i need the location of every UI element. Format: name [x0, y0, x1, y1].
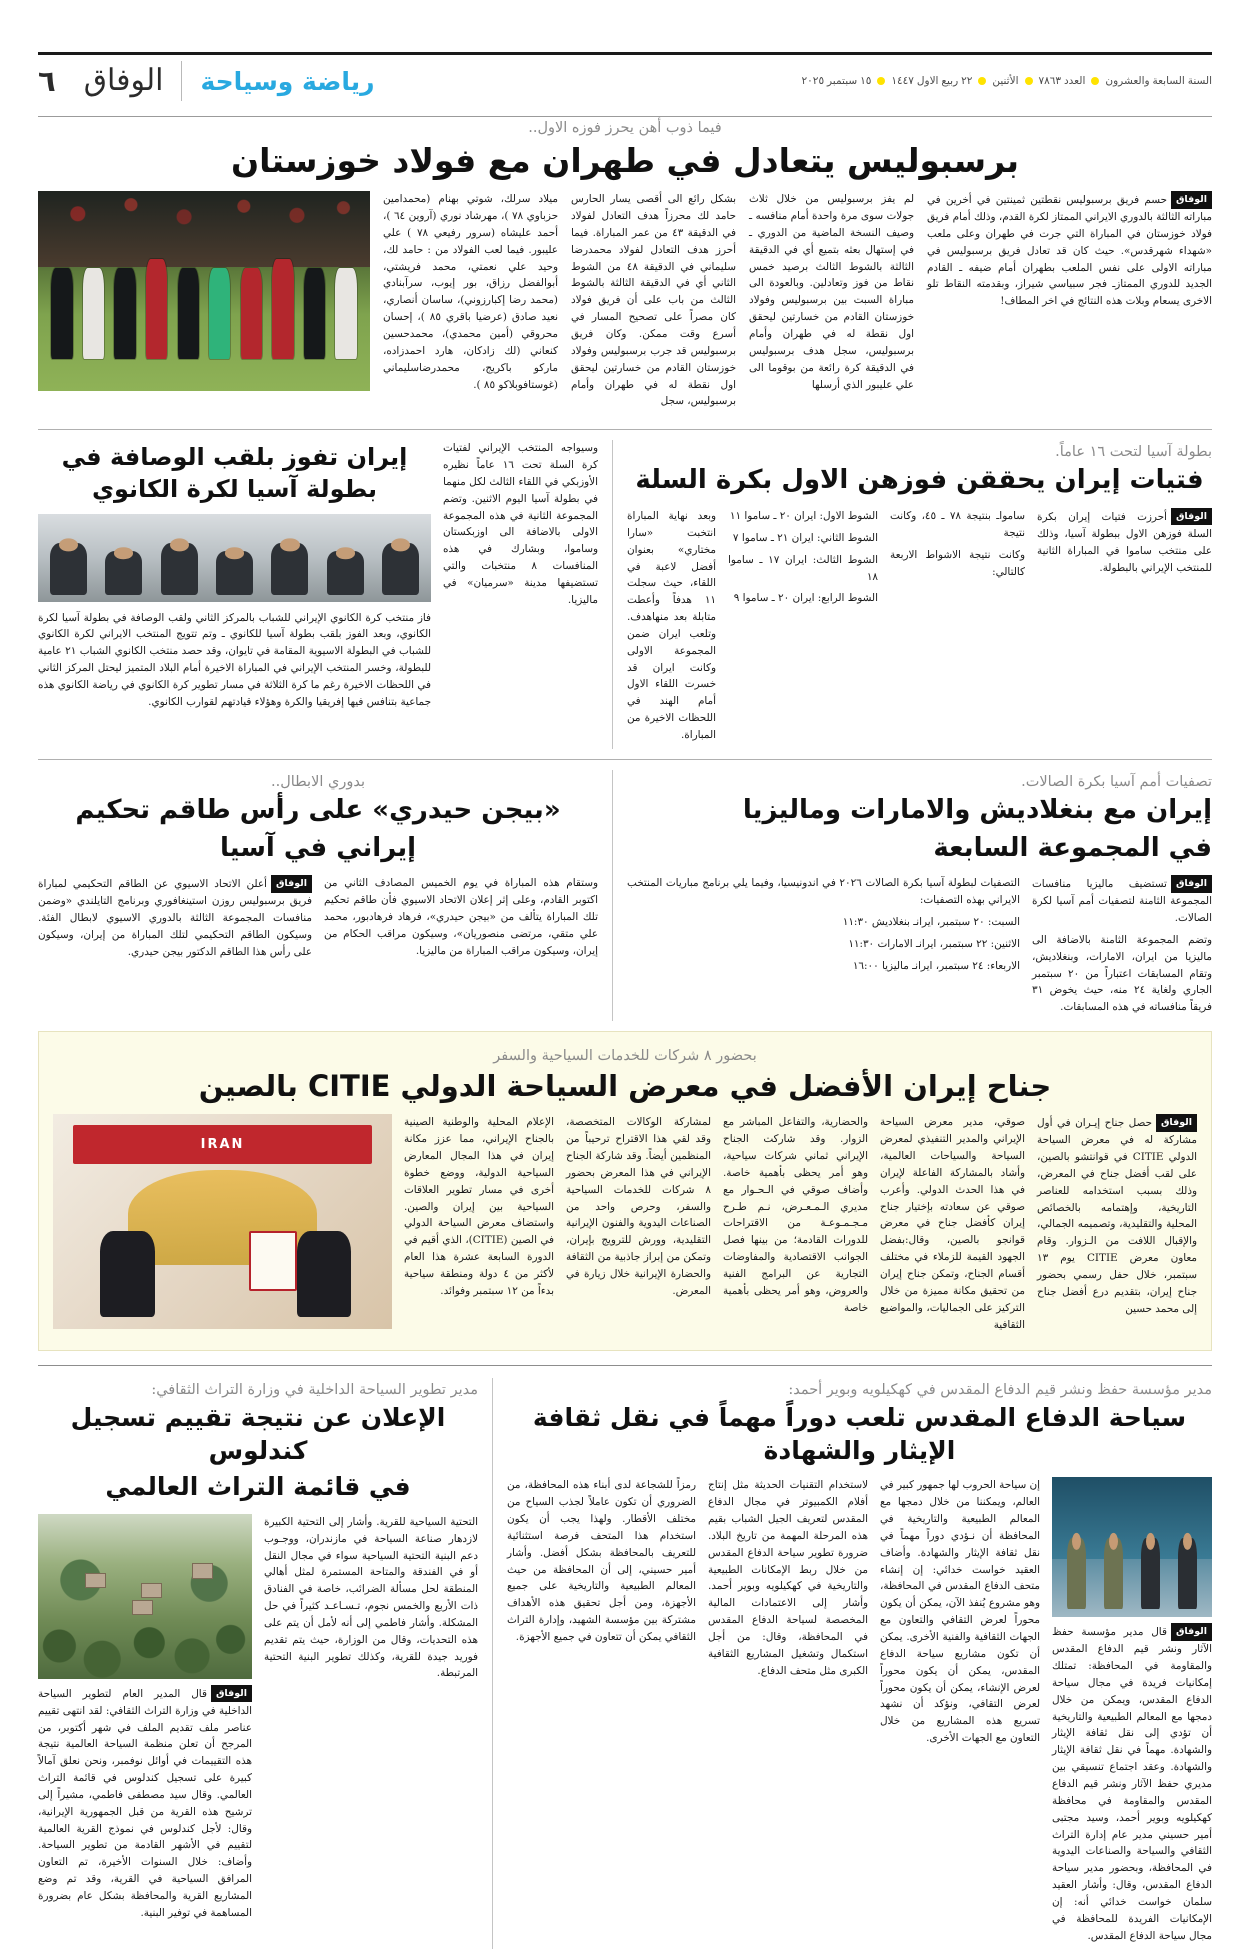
- defense-col2-text: إن سياحة الحروب لها جمهور كبير في العالم، ويمكننا من خلال دمجها مع المعالم الطبيعية والتاريخية في المحافظة أن نـؤدي دوراً مهماً في نقل ثقافة الإيثار والشهادة. وأضاف العقيد خواست خدائي: إن إنشاء متحف الدفاع المقدس في المحافظة، وهو مشروع يُنفذ الآن، يمكن أن يكون محوراً لعرض التقافي والتعاون مع الجهات الثقافية والفنية الأخرى. يمكن أن تكون مشاريع سياحة الدفاع المقدس، يمكن أن يكون محوراً لعرض الإنشاء، يمكن أن يكون محوراً لعرض التقافي، ونؤكد أن نشهد تسريع هذه المشاريع من خلال التعاون مع الجهات الأخرى.: [880, 1479, 1040, 1745]
- citie-col4-text: لمشاركة الوكالات المتخصصة، وقد لقي هذا الاقتراح ترحيباً من المنظمين أيضاً. وقد شاركة الجناح الإيراني في هذا المعرض بحضور ٨ شركات للخدمات السياحية والسفر، وحرص واحد من الصناعات اليدوية والفنون الإيرانية التقليدية، وورش للترويج بإيران، وتمكن من إبراز جاذبية من الثقافة والحضارة الإيرانية خلال زيارة في المعرض.: [566, 1116, 711, 1297]
- futsal-body-text: التصفيات لبطولة آسيا بكرة الصالات ٢٠٢٦ في اندونيسيا، وفيما يلي برنامج مباريات المنتخب الايراني بهذه التصفيات:: [627, 877, 1020, 907]
- persepolis-foolad-lineup-photo: [38, 191, 370, 391]
- heidari-kicker: بدوري الابطال..: [270, 773, 365, 790]
- defense-article: [493, 1378, 1212, 1949]
- athlete-figure: [327, 551, 364, 594]
- column-divider: [612, 770, 613, 1021]
- masthead-issue-info: [802, 75, 1212, 87]
- village-house: [85, 1573, 106, 1588]
- quarter-score-4: الشوط الرابع: ايران ٢٠ ـ ساموا ٩: [733, 592, 878, 605]
- futsal-headline-line2: في المجموعة السابعة: [933, 832, 1212, 863]
- canoe-article: [38, 440, 612, 749]
- heidari-headline-line2: إيراني في آسيا: [219, 832, 417, 863]
- basketball-intro-text: أحرزت فتيات إيران بكرة السلة فوزهن الاول ببطولة آسيا، وذلك على منتخب ساموا في المباراة الثانية للمنتخب الإيراني بالبطولة.: [1037, 511, 1212, 574]
- issue-hijri-date: ٢٢ ربيع الاول ١٤٤٧: [891, 75, 973, 87]
- award-certificate: [249, 1231, 297, 1291]
- athlete-figure: [382, 543, 419, 595]
- citie-col5-text: الإعلام المحلية والوطنية الصينية بالجناح الإيراني، مما عزز مكانة إيران في هذا المجال المعارض السياحية الدولية، ووضع خطوة أخرى في مسار تطوير العلاقات السياحية بين إيران والصين. واستضاف معرض السياحة الدولي في الصين (CITIE)، الذي أقيم في الدورة السابعة عشرة هذا العام لأكثر من ٤ دولة ومنطقة سياحية بدءاً من ١٢ سبتمبر وفوائد.: [404, 1116, 554, 1297]
- citie-col1-text: حصل جناح إيـران في أول مشاركة له في معرض السياحة الدولي CITIE في قوانتشو بالصين، على لقب أفضل جناح في المعرض، وذلك بسبب استخدامه للعناصر التاريخية، وإهتمامه بالخصائص المحلية والتقليدية، وتصميمه الجمالي، والإقبال اللافت من الـزوار. وقام معاون معرض CITIE يوم ١٣ سبتمبر، خلال حفل رسمي بحضور جناح إيران، بتقديم درع أفضل جناح إلى محمد حسين: [1037, 1117, 1198, 1315]
- page-number: ٦: [38, 64, 56, 98]
- defense-col-2: [880, 1477, 1040, 1949]
- futsal-col-intro: [1032, 875, 1212, 1021]
- section-rule: [38, 1365, 1212, 1366]
- heritage-col1-text: التحتية السياحية للقرية. وأشار إلى التحتية الكبيرة لازدهار صناعة السياحة في مازندران، ووجـوب دعم البنية التحتية السياحية سواء في مجال النقل أو في الفندقة والمتاحة المستمرة لمثل أهالي المنطقة لحل مسألة الضرائب، خاصة في الفنادق ذات الأربع والخمس نجوم، تـسـاعـد كثيراً في حل المشكلة. وأشار فاطمي إلى أنه لأمل أن يتم على هذه التحديات، وقال من الوزارة، حيث يتم تقديم فوريد جيدة للقرية، وكذلك تطوير البنية التحتية المرتبطة.: [264, 1515, 478, 1680]
- futsal-kicker: تصفيات أمم آسيا بكرة الصالات.: [1021, 773, 1212, 790]
- row-heidari-futsal: [38, 770, 1212, 1021]
- quarter-score-1: الشوط الاول: ايران ٢٠ ـ ساموا ١١: [729, 510, 878, 523]
- citie-photo-wrap: [53, 1114, 392, 1338]
- futsal-col-fixtures: [627, 875, 1020, 1021]
- athlete-figure: [105, 551, 142, 594]
- masthead-brand-block: [38, 61, 393, 101]
- heritage-headline-line1: الإعلان عن نتيجة تقييم تسجيل كندلوس: [70, 1403, 446, 1465]
- lead-text-col-1: [927, 191, 1212, 415]
- citie-col-1: [1037, 1114, 1197, 1338]
- village-house: [141, 1583, 162, 1598]
- heritage-kicker: مدير تطوير السياحة الداخلية في وزارة التراث الثقافي:: [151, 1382, 478, 1399]
- heritage-col-1: [264, 1514, 478, 1927]
- player-figure: [114, 268, 135, 360]
- lead-text-col-2: [749, 191, 914, 415]
- section-rule: [38, 429, 1212, 430]
- byline-badge: الوفاق: [1156, 1114, 1197, 1131]
- quarter-score-3: الشوط الثالث: ايران ١٧ ـ ساموا ١٨: [728, 553, 878, 583]
- goalkeeper-figure: [209, 268, 230, 360]
- bullet-dot-icon: [1025, 77, 1033, 85]
- byline-badge: الوفاق: [1171, 508, 1212, 525]
- basketball-col-final: [890, 508, 1025, 749]
- lead-kicker: فيما ذوب أهن يحرز فوزه الاول..: [528, 120, 722, 136]
- basketball-col-a-text: وبعد نهاية المباراة انتخبت «سارا مختاري» بعنوان أفضل لاعبة في اللقاء، حيث سجلت ١١ هدفاً وأعطت متابلة بعد منهاهدف. وتلعب ايران ضمن المجموعة الاولى وكانت ايران قد خسرت اللقاء الاول أمام الهند في اللحظات الاخيرة من المباراة.: [627, 510, 716, 741]
- citie-article: [38, 1031, 1212, 1351]
- heritage-headline-line2: في قائمة التراث العالمي: [105, 1472, 411, 1502]
- futsal-fixture-1: السبت: ٢٠ سبتمبر، ايرانـ بنغلاديش ١١:٣٠: [842, 916, 1020, 929]
- athlete-figure: [216, 551, 253, 594]
- iran-pavilion-banner: [73, 1125, 371, 1164]
- lead-text-col-3: [571, 191, 736, 415]
- military-officer-figure: [1104, 1538, 1123, 1609]
- column-divider: [492, 1378, 493, 1949]
- heidari-col-a-text: وستقام هذه المباراة في يوم الخميس المصادف الثاني من اكتوبر القادم، وعلى إثر إعلان الاتحاد الاسيوي فأن طاقم تحكيم تلك المباراة يتألف من «بيجن حيدري»، فرهاد فرهادبور، محمد علي متقي، مرتضى منصوريان»، وسيكون مراقب الحكام من إيران، وسيكون مراقب المباراة من ماليزيا.: [324, 877, 598, 957]
- official-figure: [1178, 1538, 1197, 1609]
- bullet-dot-icon: [978, 77, 986, 85]
- village-house: [192, 1563, 213, 1578]
- award-presenter-figure: [100, 1231, 154, 1317]
- lead-col3-text: بشكل رائع الى أقصى يسار الحارس حامد لك محرزاً هدف التعادل لفولاد في الدقيقة ٤٣ من عمر المباراة. فيما أحرز هدف التعادل لفولاد محمدرضا سليماني في الدقيقة ٤٨ من الشوط الثاني أي في الدقيقة الثالثة بالشوط الثالث من باب على أن فريق فولاد كان مصراً على تصحيح المسار في أسرع وقت ممكن. وكان فريق برسبوليس قد جرب برسبوليس وفولاد خوزستان القادم من خسارتين ليحقق اول نقطة له في طهران وأمام برسبوليس، سجل: [571, 193, 736, 408]
- village-house: [132, 1600, 153, 1615]
- basketball-scores-title: وكانت نتيجة الاشواط الاربعة كالتالي:: [890, 548, 1025, 578]
- heidari-col-b-text: أعلن الاتحاد الاسيوي عن الطاقم التحكيمي لمباراة فريق برسبوليس روزن استينغافوري وبرنامج التايلندي «وضمن منافسات المجموعة الثالثة بالدوري الاسيوي لابطال الفئة. وسيكون الطاقم التحكيمي لتلك المباراة من إيران، وسيكون على رأس هذا الطاقم الدكتور بيجن حيدري.: [38, 878, 312, 958]
- section-title: رياضة وسياحة: [200, 66, 375, 96]
- futsal-fixture-3: الاربعاء: ٢٤ سبتمبر، ايرانـ ماليزيا ١٦:٠٠: [852, 959, 1020, 972]
- basketball-final-score: سامواـ بنتيجة ٧٨ ـ ٤٥، وكانت نتيجة: [890, 510, 1025, 539]
- citie-col-5: [404, 1114, 554, 1338]
- player-figure: [51, 268, 72, 360]
- futsal-tail-text: وتضم المجموعة الثامنة بالاضافة الى ماليزيا من ايران، الامارات، وبنغلاديش، وتقام المسابقات اعتباراً من ٢٠ سبتمبر الجاري ولغاية ٢٤ منه، حيث يخوض ٣١ فريقاً منافساته في هذه المسابقات.: [1032, 933, 1212, 1014]
- basketball-col-b-text: وسيواجه المنتخب الإيراني لفتيات كرة السلة تحت ١٦ عاماً نظيره الأوزبكي في اللقاء الثالث لكل منهما في بطولة آسيا اليوم الاثنين. وتضم المجموعة الثانية في هذه المجموعة الاولى بالاضافة الى اوزبكستان وساموا، وبشارك في هذه المنافسات ٨ منتخبات والتي تستضيفها مدينة «سرميان» في ماليزيا.: [443, 442, 598, 606]
- canoe-team-row: [50, 531, 419, 594]
- athlete-figure: [161, 543, 198, 595]
- futsal-article: [613, 770, 1212, 1021]
- futsal-intro-text: تستضيف ماليزيا منافسات المجموعة الثامنة لتصفيات أمم آسيا لكرة الصالات.: [1032, 878, 1212, 925]
- masthead-top-rule: [38, 52, 1212, 55]
- canoe-main: [38, 440, 431, 715]
- citie-col3-text: والحضارية، والتفاعل المباشر مع الزوار. وقد شاركت الجناح الإيراني ثماني شركات سياحية، وهو أمر يحظى بأهمية خاصة. وأضاف صوقي في الـحـوار مع مديري الـمـعـرض، نـم طـرح مـجـمـوعـة من الاقتراحات للدورات القادمة؛ من بينها فصل الجوانب الاقتصادية والمفاوضات التجارية عن البرامج الفنية والعروض، وهو أمر يحظى بأهمية خاصة: [723, 1116, 868, 1314]
- athlete-figure: [50, 543, 87, 595]
- kandelous-village-photo: [38, 1514, 252, 1679]
- defense-col4-text: رمزاً للشجاعة لدى أبناء هذه المحافظة، من الضروري أن تكون عاملاً لجذب السياح من مختلف الأقطار. ولهذا يجب أن يكون استخدام هذا المتحف فرصة استثنائية للتعريف بالمحافظة بشكل أفضل. وأشار أمير حسيني، إلى أن المحافظة من حيث المعالم الطبيعية والتاريخية على جميع الأجهزة، ومن أجل تحقيق هذه الأهداف مشتركة بين مؤسسة الشهيد، وإدارة التراث الثقافي يمكن أن تتعاون في جميع الأجهزة.: [507, 1479, 696, 1643]
- athlete-figure: [271, 543, 308, 595]
- byline-badge: الوفاق: [271, 875, 312, 892]
- lead-photo-wrap: [38, 191, 370, 415]
- player-figure: [146, 259, 167, 359]
- heritage-col-2: [38, 1514, 252, 1927]
- section-rule: [38, 759, 1212, 760]
- citie-expo-award-photo: [53, 1114, 392, 1329]
- basketball-col-a: [627, 508, 716, 749]
- byline-badge: الوفاق: [211, 1685, 252, 1702]
- defense-headline: سياحة الدفاع المقدس تلعب دوراً مهماً في نقل ثقافة الإيثار والشهادة: [532, 1403, 1187, 1465]
- heritage-article: [38, 1378, 492, 1949]
- citie-col2-text: صوقي، مدير معرض السياحة الإيراني والمدير التنفيذي لمعرض السياحة والسياحات العالمية، وأشاد بالمشاركة الفاعلة لإيران في هذا الحدث الدولي. وأعرب صوقي عن سعادته بإختيار جناح إيران كأفضل جناح في معرض قوانجو بالصين، وقال:بفضل الجهود القيمة للزملاء في مختلف أقسام الجناح، وتمكن جناح إيران من تحقيق مكانة مميزة من خلال التركيز على الجماليات، والمواضيع الثقافية: [880, 1116, 1025, 1331]
- citie-col-3: [723, 1114, 868, 1338]
- heidari-article: [38, 770, 612, 1021]
- row-canoe-basketball: [38, 440, 1212, 749]
- player-figure: [272, 259, 293, 359]
- heritage-col2-text: قال المدير العام لتطوير السياحة الداخلية في وزارة التراث الثقافي: لقد انتهى تقييم عناصر ملف تقديم الملف في شهر أكتوبر، من المرجح أن تعلن منظمة السياحة العالمية نتيجة هذه التقييمات في أوائل نوفمبر، ونحن نعلق آمالاً كبيرة على تسجيل كندلوس في قائمة التراث العالمي. وقال سيد مصطفى فاطمي، مشيراً إلى ترشيح هذه القرية من قبل الجمهورية الإيرانية، وقال: لأجل كندلوس في نموذج القرية العالمية لتقييم في الأشهر القادمة من تطوير السياحة. وأضاف: خلال السنوات الأخيرة، تم التعاون المرافق السياحية في القرية، وقد تم وضع المشاريع القرية والمحافظة بشكل عام بضرورة المساهمة في توفير البنية.: [38, 1687, 252, 1919]
- byline-badge: الوفاق: [1171, 1623, 1212, 1640]
- defense-col-1: [1052, 1477, 1212, 1949]
- citie-kicker: بحضور ٨ شركات للخدمات السياحية والسفر: [493, 1048, 757, 1065]
- players-lineup: [51, 255, 356, 359]
- heidari-col-a: [324, 875, 598, 965]
- canoe-headline: إيران تفوز بلقب الوصافة في بطولة آسيا لكرة الكانوي: [61, 443, 408, 503]
- defense-col-4: [507, 1477, 696, 1949]
- byline-badge: الوفاق: [1171, 191, 1212, 208]
- citie-headline: جناح إيران الأفضل في معرض السياحة الدولي CITIE بالصين: [198, 1069, 1052, 1104]
- basketball-kicker: بطولة آسيا لتحت ١٦ عاماً.: [1055, 444, 1212, 461]
- player-figure: [178, 268, 199, 360]
- lead-col1-text: حسم فريق برسبوليس نقطتين ثمينتين في أخرين في مباراته الثالثة بالدوري الايراني الممتاز لكرة القدم، وذلك أمام فريق فولاد خوزستان في المباراة التي جرت في طهران وعلى ملعب «شهداء شهرقدس». حيث كان قد تعادل فريق برسبوليس في مباراته الاولى على نفس الملعب بطهران أمام ضيفه ـ القادم الجديد للدوري الممتازـ فجر سبياسي شيراز، وبقدمته النقاط تلو الاخرى يسعام وبلات هذه النتائج في اخر المطاف!: [927, 194, 1212, 308]
- canoe-team-photo: [38, 514, 431, 602]
- masthead: [38, 0, 1212, 98]
- defense-kicker: مدير مؤسسة حفظ ونشر قيم الدفاع المقدس في كهكيلويه وبوير أحمد:: [788, 1382, 1212, 1399]
- heidari-headline-line1: «بيجن حيدري» على رأس طاقم تحكيم: [75, 794, 561, 825]
- defense-col1-text: قال مدير مؤسسة حفظ الآثار ونشر قيم الدفاع المقدس والمقاومة في المحافظة: تمتلك إمكانيات فريدة في مجال سياحة الدفاع المقدس، ويمكن من خلال دمجها مع المعالم الطبيعية والتاريخية أن تؤدي إلى نقل ثقافة الإيثار والشهادة. مهماً في نقل ثقافة الإيثار والشهادة. وعقد اجتماع تنسيقي بين مديري حفظ الآثار ونشر قيم الدفاع المقدس والمقاومة في محافظة كهكيلويه وبوير أحمد، وسيد مجتبى أمير حسيني مدير عام إدارة التراث الثقافي والسياحة والصناعات اليدوية في المحافظة، وبحضور مدير سياحة الدفاع المقدس، وقال: وأشار العقيد سلمان خواست خدائي أنه: إن الإمكانيات الفريدة للمحافظة في مجال سياحة الدفاع المقدس.: [1052, 1626, 1212, 1942]
- futsal-headline-line1: إيران مع بنغلاديش والامارات وماليزيا: [742, 794, 1212, 825]
- player-figure: [241, 268, 262, 360]
- lead-col4-text: ميلاد سرلك، شوتي بهنام (محمدامين حزباوي ٧٨ )، مهرشاد نوري (آروين ٦٤ )، أحمد عليشاه (سرور رفيعي ٧٨ ) علي عليبور. فيما لعب الفولاد من : حامد لك، وحيد علي نعمتي، محمد فريشتي، أبوالفضل رزاق، بور إيوب، سرآبنادي (محمد رضا إكبارزوني)، ساسان أنصاري، نعيد صادق (عرضيا باقري ٨٥ )، إحسان محروقي (أمين محمدي)، محمدحسين كنعاني (لك زادكان، هارد احمدزاده، مارکو باكريج، محمدرضاسليماني (غوستافوبلاكو ٨٥ ).: [383, 193, 559, 391]
- lead-headline: برسبوليس يتعادل في طهران مع فولاد خوزستان: [230, 141, 1020, 180]
- defense-col3-text: لاستخدام التقنيات الحديثة مثل إنتاج أفلام الكمبيوتر في مجال الدفاع المقدس لتعريف الجيل الشباب بقيم هذه المرحلة المهمة من تاريخ البلاد. ضرورة تطوير سياحة الدفاع المقدس من خلال ربط الإمكانات الطبيعية والتاريخية في كهكيلويه وبوير أحمد. وأشار إلى الاعتمادات المالية المخصصة لسياحة الدفاع المقدس في المحافظة، وقال: من أجل استكمال وتشغيل المشاريع الثقافية الكبرى مثل متحف الدفاع.: [708, 1479, 868, 1677]
- defense-officials-meeting-photo: [1052, 1477, 1212, 1617]
- masthead-divider: [181, 61, 182, 101]
- officials-group: [1058, 1522, 1205, 1609]
- basketball-headline: فتيات إيران يحققن فوزهن الاول بكرة السلة: [635, 465, 1204, 496]
- lead-col2-text: لم يفز برسبوليس من خلال ثلاث جولات سوى مرة واحدة أمام منافسه ـ وصيف النسخة الماضية من الدوري ـ في إستهال بعثه بتميع أي في الدقيقة الثالثة بالشوط الثالث برصيد خمس نقاط من فوز وتعادلين. وبالعودة الى مباراة السبت بين برسبوليس وفولاد خوزستان القادم من خسارتين ليحقق اول نقطة له في طهران وأمام برسبوليس، سجل هدف برسبوليس في الدقيقة كرة رائعة من بوقوما الى علي عليبور الذي أرسلها: [749, 193, 914, 391]
- bullet-dot-icon: [877, 77, 885, 85]
- row-heritage-defense: [38, 1378, 1212, 1949]
- citie-col-4: [566, 1114, 711, 1338]
- bullet-dot-icon: [1091, 77, 1099, 85]
- newspaper-brand: الوفاق: [83, 63, 164, 98]
- quarter-score-2: الشوط الثاني: ايران ٢١ ـ ساموا ٧: [732, 531, 878, 544]
- column-divider: [612, 440, 613, 749]
- futsal-fixture-2: الاثنين: ٢٢ سبتمبر، ايرانـ الامارات ١١:٣٠: [848, 937, 1020, 950]
- lead-article: [38, 120, 1212, 415]
- player-figure: [304, 268, 325, 360]
- player-figure: [83, 268, 104, 360]
- heidari-col-b: [38, 875, 312, 965]
- military-officer-figure: [1067, 1538, 1086, 1609]
- byline-badge: الوفاق: [1171, 875, 1212, 892]
- issue-gregorian-date: ١٥ سبتمبر ٢٠٢٥: [801, 75, 872, 87]
- award-recipient-figure: [297, 1231, 351, 1317]
- basketball-col-intro: [1037, 508, 1212, 749]
- masthead-bottom-rule: [38, 116, 1212, 117]
- issue-number: العدد ٧٨٦٣: [1038, 75, 1086, 87]
- canoe-col-b: [443, 440, 598, 715]
- canoe-body-text: فاز منتخب كرة الكانوي الإيراني للشباب بالمركز الثاني ولقب الوصافة في بطولة آسيا لكرة الكانوي، وبعد الفوز بلقب بطولة آسيا للكانوي ـ وتم تتويج المنتخب الايراني لكرة الكانوي للشباب في البطولة الاسيوية المقامة في تايوان، وقد حصد منتخب الكانوي الشباب ٢١ عامية للبطولة، وخسر المنتخب الإيراني في المباراة الاخيرة أمام البلاد المتميز ليحتل المركز الثاني في اللحظات الاخيرة رغم ما كرة الثلاثة في مسار تطوير كرة الكانوي في رياضة الكانوي هذه جماعية بتنافس فيها إفريقيا والكرة وهؤلاء قيادتهم لقوارب الكانوي.: [38, 611, 431, 708]
- basketball-article: [613, 440, 1212, 749]
- issue-weekday: الأثنين: [992, 75, 1019, 87]
- citie-col-2: [880, 1114, 1025, 1338]
- official-figure: [1141, 1538, 1160, 1609]
- issue-year: السنة السابعة والعشرون: [1105, 75, 1212, 87]
- player-figure: [335, 268, 356, 360]
- basketball-col-scores: [728, 508, 878, 749]
- lead-text-col-4: [383, 191, 558, 415]
- defense-col-3: [708, 1477, 868, 1949]
